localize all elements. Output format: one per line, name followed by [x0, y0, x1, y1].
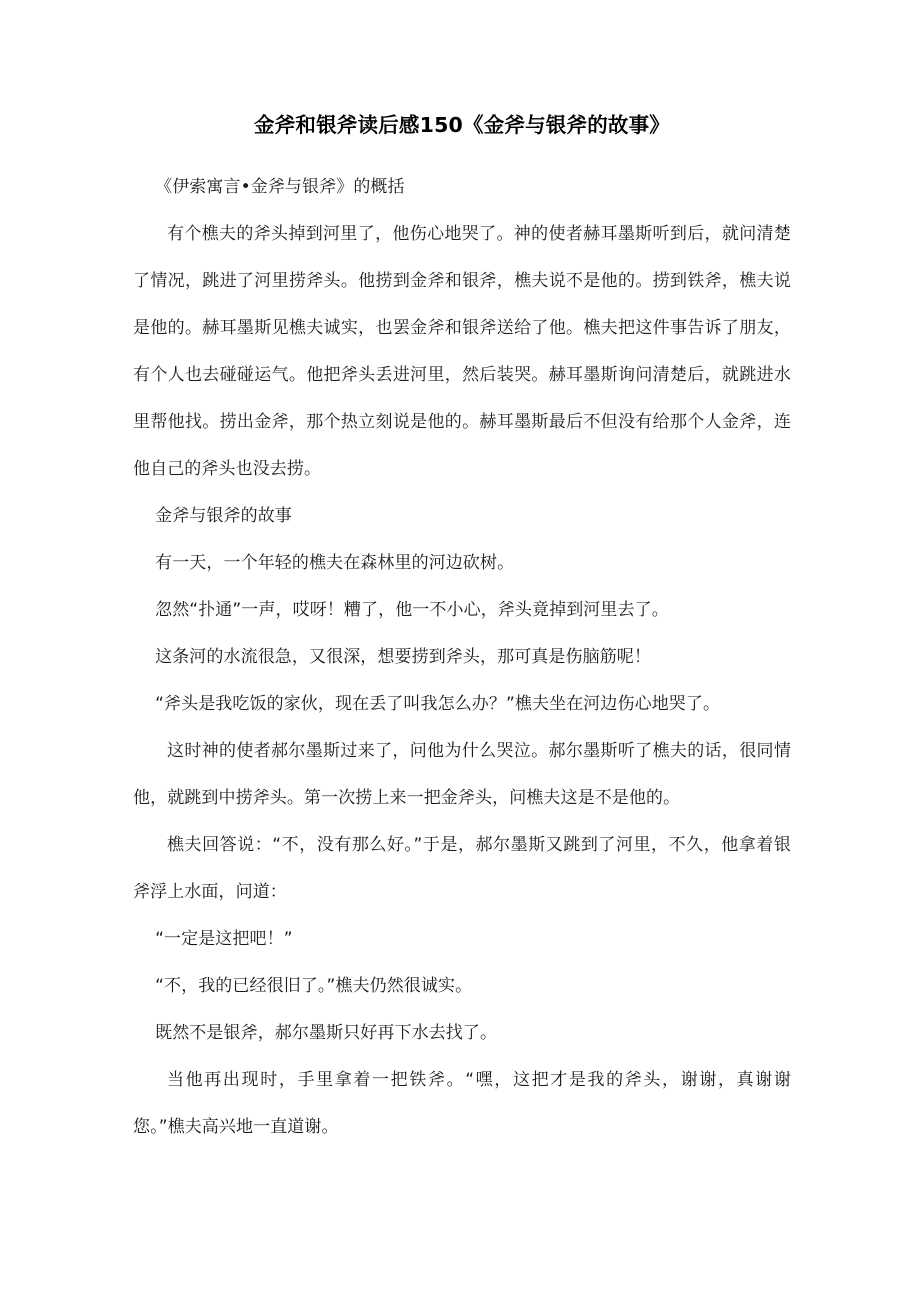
document-content: [133, 112, 791, 1151]
page-title: 金斧和银斧读后感150《金斧与银斧的故事》: [254, 113, 670, 137]
paragraph-story-p6: 樵夫回答说：“不，没有那么好。”于是，郝尔墨斯又跳到了河里，不久，他拿着银斧浮上水面，问道：: [133, 834, 791, 902]
paragraph-story-p2: 忽然“扑通”一声，哎呀！糟了，他一不小心，斧头竟掉到河里去了。: [155, 599, 669, 620]
paragraph-story-p10: 当他再出现时，手里拿着一把铁斧。“嘿，这把才是我的斧头，谢谢，真谢谢您。”樵夫高兴地一直道谢。: [133, 1069, 791, 1137]
paragraph-story-p4: “斧头是我吃饭的家伙，现在丢了叫我怎么办？”樵夫坐在河边伤心地哭了。: [155, 693, 721, 714]
paragraph-summary-heading: 《伊索寓言•金斧与银斧》的概括: [155, 176, 405, 197]
paragraph-story-p8: “不，我的已经很旧了。”樵夫仍然很诚实。: [155, 975, 473, 996]
paragraph-story-p3: 这条河的水流很急，又很深，想要捞到斧头，那可真是伤脑筋呢！: [155, 646, 651, 667]
paragraph-story-p7: “一定是这把吧！”: [155, 928, 293, 949]
paragraph-story-p9: 既然不是银斧，郝尔墨斯只好再下水去找了。: [155, 1022, 498, 1043]
paragraph-story-p5: 这时神的使者郝尔墨斯过来了，问他为什么哭泣。郝尔墨斯听了樵夫的话，很同情他，就跳到中捞斧头。第一次捞上来一把金斧头，问樵夫这是不是他的。: [133, 740, 791, 808]
paragraph-story-heading: 金斧与银斧的故事: [155, 505, 292, 526]
paragraph-summary-body: 有个樵夫的斧头掉到河里了，他伤心地哭了。神的使者赫耳墨斯听到后，就问清楚了情况，跳进了河里捞斧头。他捞到金斧和银斧，樵夫说不是他的。捞到铁斧，樵夫说是他的。赫耳墨斯见樵夫诚实，也罢金斧和银斧送给了他。樵夫把这件事告诉了朋友，有个人也去碰碰运气。他把斧头丢进河里，然后装哭。赫耳墨斯询问清楚后，就跳进水里帮他找。捞出金斧，那个热立刻说是他的。赫耳墨斯最后不但没有给那个人金斧，连他自己的斧头也没去捞。: [133, 223, 791, 479]
paragraph-story-p1: 有一天，一个年轻的樵夫在森林里的河边砍树。: [155, 552, 515, 573]
